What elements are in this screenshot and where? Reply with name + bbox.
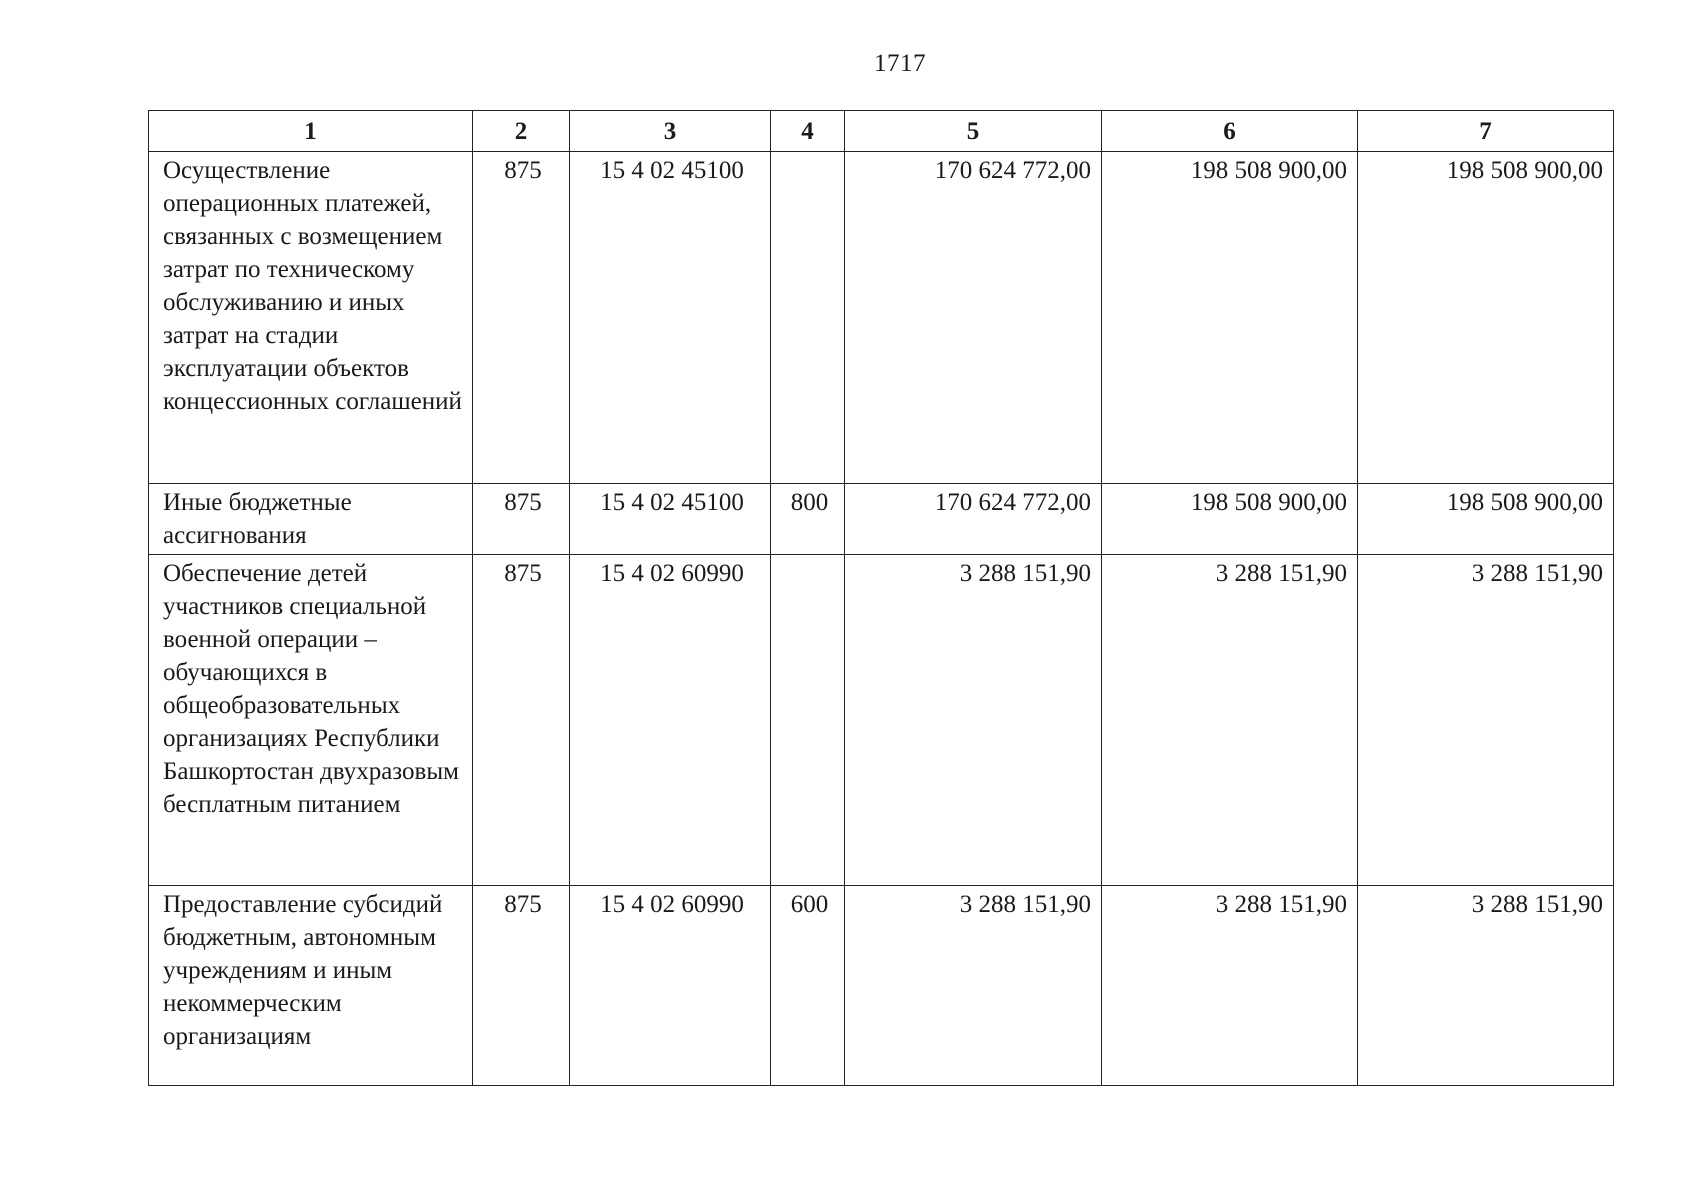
row-col3: 15 4 02 60990 (570, 555, 771, 886)
header-row (149, 111, 1614, 152)
row-col5: 170 624 772,00 (845, 152, 1102, 484)
row-name: Иные бюджетные ассигнования (149, 484, 473, 555)
header-col-5: 5 (845, 111, 1102, 152)
row-col2: 875 (473, 555, 570, 886)
row-col5: 170 624 772,00 (845, 484, 1102, 555)
row-col6: 3 288 151,90 (1102, 555, 1358, 886)
row-col6: 198 508 900,00 (1102, 152, 1358, 484)
row-col3: 15 4 02 45100 (570, 152, 771, 484)
row-col4 (771, 555, 845, 886)
row-col7: 3 288 151,90 (1358, 555, 1614, 886)
table-row (149, 886, 1614, 1086)
row-col4: 600 (771, 886, 845, 1086)
row-col2: 875 (473, 484, 570, 555)
row-col2: 875 (473, 152, 570, 484)
row-col5: 3 288 151,90 (845, 886, 1102, 1086)
row-col3: 15 4 02 60990 (570, 886, 771, 1086)
row-name: Предоставление субсидий бюджетным, автономным учреждениям и иным некоммерческим организациям (149, 886, 473, 1086)
table-row (149, 484, 1614, 555)
row-col5: 3 288 151,90 (845, 555, 1102, 886)
row-col6: 198 508 900,00 (1102, 484, 1358, 555)
row-col3: 15 4 02 45100 (570, 484, 771, 555)
page-number: 1717 (874, 50, 926, 77)
header-col-6: 6 (1102, 111, 1358, 152)
row-col7: 198 508 900,00 (1358, 484, 1614, 555)
row-col7: 3 288 151,90 (1358, 886, 1614, 1086)
table-row (149, 152, 1614, 484)
header-col-4: 4 (771, 111, 845, 152)
header-col-3: 3 (570, 111, 771, 152)
row-name: Осуществление операционных платежей, связанных с возмещением затрат по техническому обслуживанию и иных затрат на стадии эксплуатации объектов концессионных соглашений (149, 152, 473, 484)
header-col-2: 2 (473, 111, 570, 152)
budget-table (148, 110, 1614, 1086)
row-col2: 875 (473, 886, 570, 1086)
row-col7: 198 508 900,00 (1358, 152, 1614, 484)
row-col4 (771, 152, 845, 484)
row-name: Обеспечение детей участников специальной военной операции – обучающихся в общеобразовательных организациях Республики Башкортостан двухразовым бесплатным питанием (149, 555, 473, 886)
row-col6: 3 288 151,90 (1102, 886, 1358, 1086)
header-col-1: 1 (149, 111, 473, 152)
header-col-7: 7 (1358, 111, 1614, 152)
row-col4: 800 (771, 484, 845, 555)
table-row (149, 555, 1614, 886)
